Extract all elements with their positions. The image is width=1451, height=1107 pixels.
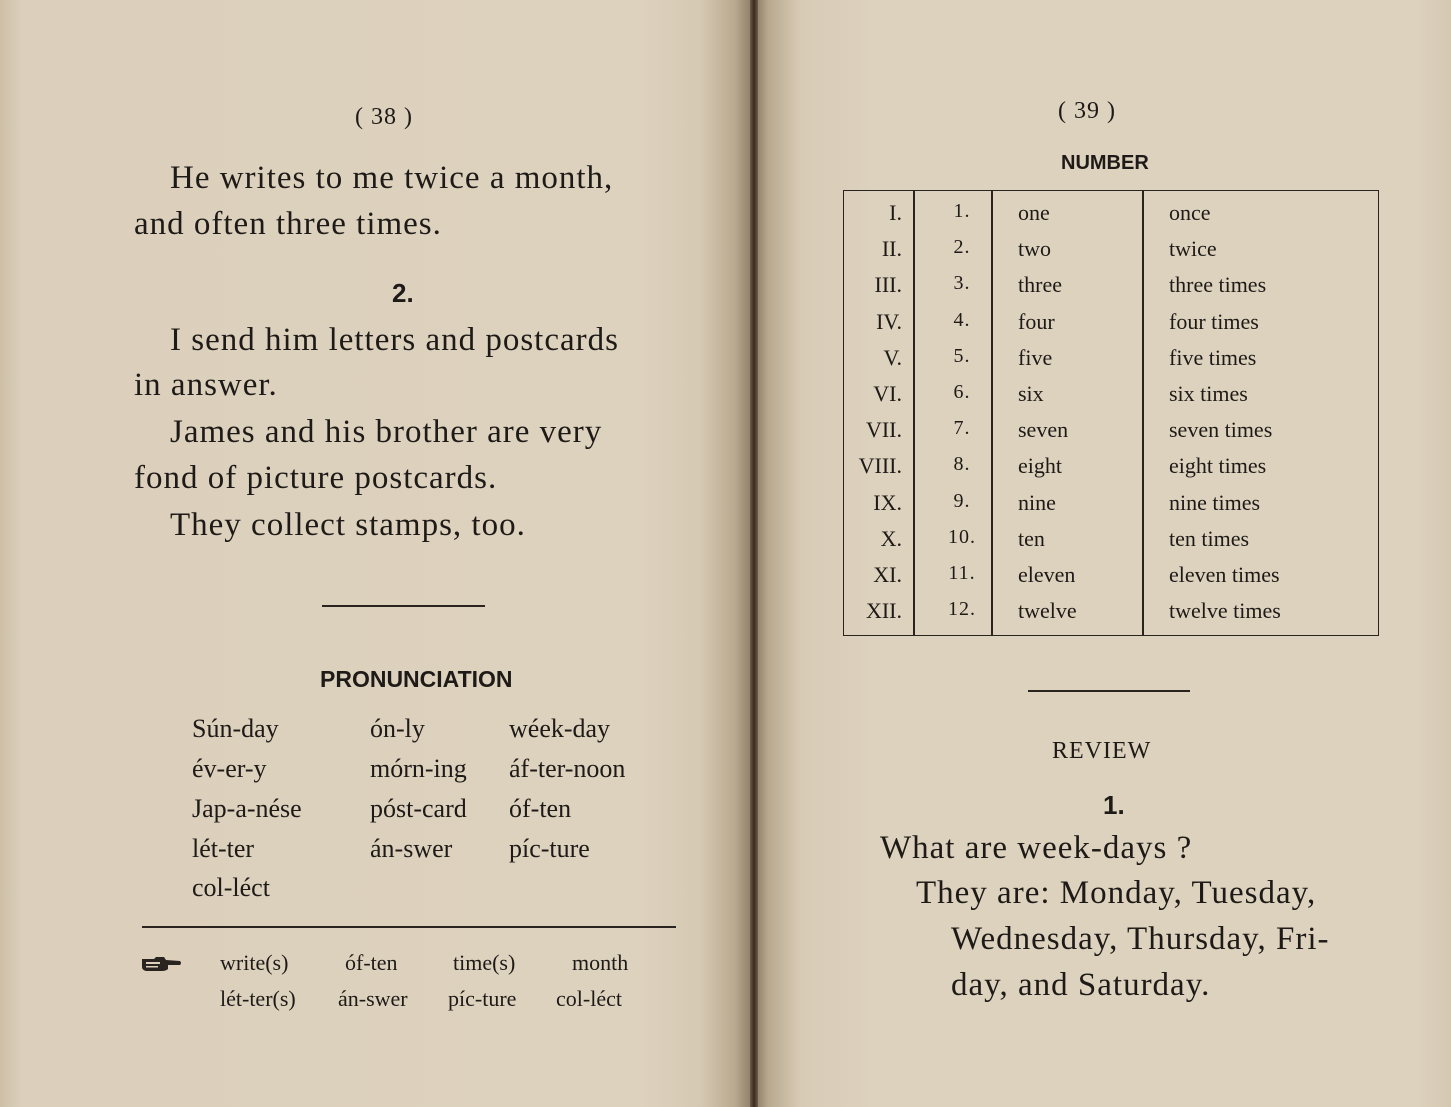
- times-word-cell: four times: [1169, 308, 1259, 334]
- arabic-numeral-cell: 7.: [953, 417, 971, 440]
- section-number: 2.: [392, 278, 414, 308]
- note-word: col-léct: [556, 986, 622, 1011]
- note-word: write(s): [220, 950, 289, 975]
- pron-word: lét-ter: [192, 834, 255, 863]
- arabic-numeral-cell: 6.: [953, 381, 971, 403]
- pronunciation-heading: PRONUNCIATION: [320, 666, 513, 692]
- arabic-numeral-cell: 1.: [953, 200, 971, 222]
- review-answer-line3: day, and Saturday.: [951, 967, 1211, 1003]
- arabic-numeral-cell: 11.: [948, 562, 976, 584]
- pron-word: póst-card: [370, 794, 467, 823]
- times-word-cell: eleven times: [1169, 562, 1280, 587]
- roman-numeral-cell: I.: [889, 200, 902, 225]
- pron-word: óf-ten: [509, 794, 572, 823]
- arabic-numeral-cell: 8.: [953, 453, 971, 476]
- arabic-numeral-cell: 9.: [953, 489, 971, 512]
- pron-word: án-swer: [370, 834, 453, 863]
- number-word-cell: nine: [1018, 489, 1056, 515]
- times-word-cell: eight times: [1169, 453, 1267, 479]
- note-word: month: [572, 950, 629, 975]
- table-column-divider: [1142, 190, 1144, 636]
- note-word: án-swer: [338, 986, 408, 1011]
- number-word-cell: twelve: [1018, 598, 1077, 624]
- pron-word: col-léct: [192, 873, 270, 902]
- review-heading: REVIEW: [1052, 738, 1152, 764]
- pron-word: wéek-day: [509, 714, 611, 743]
- para4: They collect stamps, too.: [170, 507, 526, 543]
- arabic-numeral-cell: 5.: [953, 344, 971, 367]
- footnote-rule: [142, 926, 676, 928]
- pron-word: píc-ture: [509, 834, 590, 863]
- page-number-left: ( 38 ): [355, 104, 413, 130]
- roman-numeral-cell: XII.: [865, 598, 902, 624]
- number-word-cell: four: [1018, 308, 1055, 334]
- number-table: [843, 190, 1379, 636]
- times-word-cell: three times: [1169, 272, 1267, 298]
- pron-word: év-er-y: [192, 754, 267, 783]
- para2-line1: I send him letters and postcards: [170, 322, 619, 358]
- number-word-cell: eleven: [1018, 562, 1076, 587]
- roman-numeral-cell: XI.: [873, 562, 902, 587]
- note-word: píc-ture: [448, 986, 517, 1011]
- roman-numeral-cell: IV.: [876, 308, 902, 334]
- arabic-numeral-cell: 12.: [948, 598, 976, 621]
- note-word: time(s): [453, 950, 516, 975]
- note-word: óf-ten: [345, 950, 398, 975]
- times-word-cell: five times: [1169, 344, 1257, 370]
- review-answer-line1: They are: Monday, Tuesday,: [916, 875, 1317, 911]
- page-number-right: ( 39 ): [1058, 98, 1116, 124]
- pron-word: Jap-a-nése: [192, 794, 302, 823]
- roman-numeral-cell: IX.: [873, 489, 902, 515]
- number-word-cell: two: [1018, 236, 1051, 262]
- arabic-numeral-cell: 2.: [953, 236, 971, 259]
- arabic-numeral-cell: 4.: [953, 308, 971, 331]
- number-word-cell: seven: [1018, 417, 1069, 443]
- roman-numeral-cell: VI.: [873, 381, 902, 406]
- number-word-cell: one: [1018, 200, 1050, 225]
- pron-word: ón-ly: [370, 714, 425, 743]
- para1-line2: and often three times.: [134, 206, 442, 242]
- pointing-hand-icon: [140, 955, 182, 973]
- pron-word: Sún-day: [192, 714, 279, 743]
- para3-line1: James and his brother are very: [170, 414, 603, 450]
- times-word-cell: six times: [1169, 381, 1248, 406]
- pron-word: áf-ter-noon: [509, 754, 626, 783]
- roman-numeral-cell: X.: [880, 525, 902, 551]
- times-word-cell: twelve times: [1169, 598, 1281, 624]
- number-word-cell: three: [1018, 272, 1062, 298]
- arabic-numeral-cell: 3.: [953, 272, 971, 295]
- roman-numeral-cell: VIII.: [858, 453, 902, 479]
- review-question: What are week-days ?: [880, 830, 1193, 866]
- roman-numeral-cell: II.: [881, 236, 902, 262]
- times-word-cell: once: [1169, 200, 1211, 225]
- number-word-cell: six: [1018, 381, 1044, 406]
- times-word-cell: nine times: [1169, 489, 1261, 515]
- arabic-numeral-cell: 10.: [948, 525, 976, 548]
- review-number: 1.: [1103, 790, 1125, 820]
- para1-line1: He writes to me twice a month,: [170, 160, 614, 196]
- number-heading: NUMBER: [1061, 152, 1149, 174]
- times-word-cell: seven times: [1169, 417, 1273, 443]
- table-column-divider: [913, 190, 915, 636]
- note-word: lét-ter(s): [220, 986, 296, 1011]
- times-word-cell: ten times: [1169, 525, 1250, 551]
- para2-line2: in answer.: [134, 367, 278, 403]
- section-divider-right: [1028, 690, 1190, 692]
- para3-line2: fond of picture postcards.: [134, 460, 498, 496]
- times-word-cell: twice: [1169, 236, 1217, 262]
- book-spine: [750, 0, 758, 1107]
- section-divider-left: [322, 605, 485, 607]
- number-word-cell: five: [1018, 344, 1053, 370]
- number-word-cell: ten: [1018, 525, 1045, 551]
- pron-word: mórn-ing: [370, 754, 467, 783]
- review-answer-line2: Wednesday, Thursday, Fri-: [951, 921, 1330, 957]
- number-word-cell: eight: [1018, 453, 1062, 479]
- roman-numeral-cell: VII.: [865, 417, 902, 443]
- roman-numeral-cell: III.: [874, 272, 902, 298]
- roman-numeral-cell: V.: [883, 344, 902, 370]
- table-column-divider: [991, 190, 993, 636]
